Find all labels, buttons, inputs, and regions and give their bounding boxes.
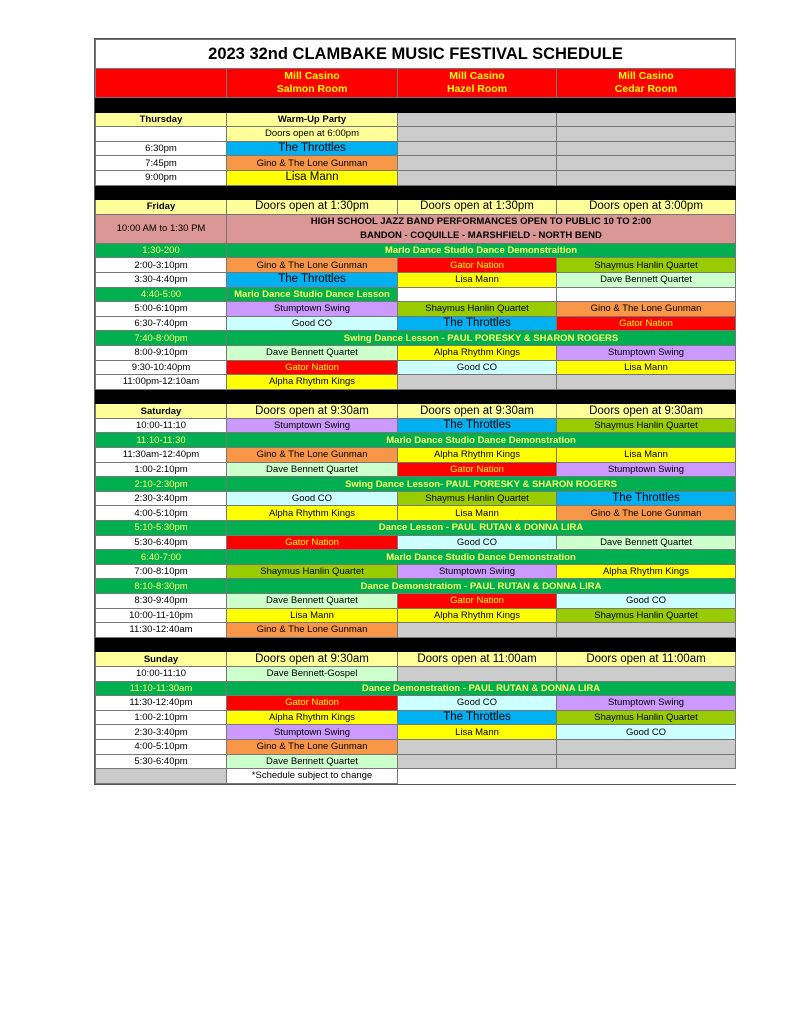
time-cell: 4:00-5:10pm	[96, 506, 227, 521]
time-cell: 8:10-8:30pm	[96, 579, 227, 594]
performer-cell: Good CO	[557, 594, 736, 609]
time-cell: 2:10-2:30pm	[96, 477, 227, 492]
time-cell: 11:30-12:40pm	[96, 696, 227, 711]
schedule-row	[96, 535, 736, 550]
performer-cell: Stumptown Swing	[227, 302, 398, 317]
time-cell: 2:30-3:40pm	[96, 725, 227, 740]
event-row	[96, 477, 736, 492]
performer-cell: Shaymus Hanlin Quartet	[398, 491, 557, 506]
time-cell: 10:00-11-10pm	[96, 608, 227, 623]
time-cell: 6:40-7:00	[96, 550, 227, 565]
performer-cell: Doors open at 6:00pm	[227, 127, 398, 142]
time-cell: 7:00-8:10pm	[96, 564, 227, 579]
performer-cell: Lisa Mann	[557, 448, 736, 463]
performer-cell: Gino & The Lone Gunman	[557, 506, 736, 521]
empty-cell	[398, 170, 557, 185]
time-cell: 11:30-12:40am	[96, 623, 227, 638]
performer-cell: Dave Bennett Quartet	[227, 345, 398, 360]
separator-cell	[96, 98, 736, 113]
performer-cell: Alpha Rhythm Kings	[227, 710, 398, 725]
time-cell: 2:00-3:10pm	[96, 258, 227, 273]
schedule-row	[96, 272, 736, 287]
time-cell: 4:00-5:10pm	[96, 739, 227, 754]
empty-cell	[557, 287, 736, 302]
day-separator	[96, 389, 736, 404]
footnote-empty	[398, 769, 736, 784]
performer-cell: Warm-Up Party	[227, 112, 398, 127]
performer-cell: Gino & The Lone Gunman	[227, 156, 398, 171]
empty-cell	[398, 287, 557, 302]
schedule-row	[96, 360, 736, 375]
venue-header-blank	[96, 69, 227, 98]
day-label: Friday	[96, 200, 227, 215]
venue-salmon-room	[227, 69, 398, 98]
performer-cell: Gator Nation	[227, 360, 398, 375]
performer-cell: Gino & The Lone Gunman	[227, 258, 398, 273]
performer-cell: Doors open at 9:30am	[398, 404, 557, 419]
performer-cell: Alpha Rhythm Kings	[398, 345, 557, 360]
empty-cell	[557, 141, 736, 156]
performer-cell: Gator Nation	[398, 258, 557, 273]
event-row	[96, 521, 736, 536]
venue-line2: Hazel Room	[446, 83, 508, 95]
event-banner: Swing Dance Lesson- PAUL PORESKY & SHARON ROGERS	[227, 477, 736, 492]
time-cell: 7:45pm	[96, 156, 227, 171]
schedule-row	[96, 141, 736, 156]
performer-cell: Good CO	[227, 491, 398, 506]
empty-cell	[398, 666, 557, 681]
day-separator	[96, 185, 736, 200]
day-separator	[96, 98, 736, 113]
event-row	[96, 681, 736, 696]
schedule-row	[96, 564, 736, 579]
schedule-row	[96, 258, 736, 273]
performer-cell: Dave Bennett Quartet	[557, 535, 736, 550]
event-banner: Marlo Dance Studio Dance Demonstration	[227, 550, 736, 565]
schedule-row	[96, 696, 736, 711]
performer-cell: Lisa Mann	[227, 170, 398, 185]
performer-cell: Doors open at 11:00am	[557, 652, 736, 667]
performer-cell: Good CO	[398, 360, 557, 375]
high-school-row	[96, 214, 736, 243]
event-banner: Mario Dance Studio Dance Lesson	[227, 287, 398, 302]
time-cell: 5:10-5:30pm	[96, 521, 227, 536]
time-cell: 10:00 AM to 1:30 PM	[96, 214, 227, 243]
schedule-row	[96, 345, 736, 360]
time-cell: 1:30-200	[96, 243, 227, 258]
time-cell: 1:00-2:10pm	[96, 710, 227, 725]
time-cell: 4:40-5:00	[96, 287, 227, 302]
empty-cell	[398, 623, 557, 638]
time-cell: 11:10-11:30am	[96, 681, 227, 696]
performer-cell: The Throttles	[227, 272, 398, 287]
schedule-row	[96, 127, 736, 142]
separator-cell	[96, 185, 736, 200]
performer-cell: Good CO	[398, 696, 557, 711]
schedule-row	[96, 594, 736, 609]
performer-cell: Lisa Mann	[398, 725, 557, 740]
empty-cell	[398, 127, 557, 142]
venue-hazel-room	[398, 69, 557, 98]
time-cell: 11:00pm-12:10am	[96, 375, 227, 390]
performer-cell: Doors open at 1:30pm	[398, 200, 557, 215]
footnote-row	[96, 769, 736, 784]
time-cell: 11:10-11:30	[96, 433, 227, 448]
time-cell: 7:40-8:00pm	[96, 331, 227, 346]
event-row	[96, 331, 736, 346]
schedule-sheet	[94, 38, 736, 785]
empty-cell	[398, 375, 557, 390]
performer-cell: Dave Bennett Quartet	[557, 272, 736, 287]
event-row	[96, 550, 736, 565]
time-cell: 9:00pm	[96, 170, 227, 185]
schedule-row	[96, 506, 736, 521]
performer-cell: Dave Bennett Quartet	[227, 754, 398, 769]
performer-cell: Alpha Rhythm Kings	[557, 564, 736, 579]
performer-cell: Lisa Mann	[227, 608, 398, 623]
performer-cell: Shaymus Hanlin Quartet	[227, 564, 398, 579]
performer-cell: Gator Nation	[227, 696, 398, 711]
performer-cell: Gator Nation	[398, 462, 557, 477]
schedule-row	[96, 448, 736, 463]
event-row	[96, 579, 736, 594]
performer-cell: Gator Nation	[398, 594, 557, 609]
performer-cell: Dave Bennett-Gospel	[227, 666, 398, 681]
performer-cell: Shaymus Hanlin Quartet	[557, 418, 736, 433]
performer-cell: The Throttles	[398, 418, 557, 433]
performer-cell: Lisa Mann	[398, 506, 557, 521]
empty-cell	[557, 739, 736, 754]
performer-cell: Alpha Rhythm Kings	[227, 506, 398, 521]
day-separator	[96, 637, 736, 652]
schedule-row	[96, 462, 736, 477]
schedule-row	[96, 666, 736, 681]
performer-cell: Lisa Mann	[557, 360, 736, 375]
notice-line2: BANDON - COQUILLE - MARSHFIELD - NORTH BEND	[360, 229, 602, 241]
day-header-row	[96, 652, 736, 667]
schedule-row	[96, 623, 736, 638]
empty-cell	[557, 666, 736, 681]
performer-cell: The Throttles	[227, 141, 398, 156]
performer-cell: Alpha Rhythm Kings	[227, 375, 398, 390]
schedule-row	[96, 710, 736, 725]
venue-line2: Salmon Room	[276, 83, 348, 95]
performer-cell: Gino & The Lone Gunman	[227, 739, 398, 754]
performer-cell: Dave Bennett Quartet	[227, 594, 398, 609]
time-cell: 6:30-7:40pm	[96, 316, 227, 331]
event-banner: Dance Lesson - PAUL RUTAN & DONNA LIRA	[227, 521, 736, 536]
performer-cell: Shaymus Hanlin Quartet	[557, 608, 736, 623]
time-cell: 6:30pm	[96, 141, 227, 156]
event-banner: Dance Demonstratiom - PAUL RUTAN & DONNA LIRA	[227, 579, 736, 594]
performer-cell: Stumptown Swing	[227, 725, 398, 740]
schedule-row	[96, 375, 736, 390]
performer-cell: Stumptown Swing	[557, 462, 736, 477]
time-cell: 8:00-9:10pm	[96, 345, 227, 360]
high-school-notice	[227, 214, 736, 243]
day-label: Thursday	[96, 112, 227, 127]
day-header-row	[96, 404, 736, 419]
event-row	[96, 243, 736, 258]
performer-cell: Good CO	[557, 725, 736, 740]
venue-line2: Cedar Room	[614, 83, 678, 95]
schedule-row	[96, 156, 736, 171]
empty-cell	[557, 375, 736, 390]
notice-line1: HIGH SCHOOL JAZZ BAND PERFORMANCES OPEN TO PUBLIC 10 TO 2:00	[310, 215, 652, 227]
empty-cell	[557, 170, 736, 185]
time-cell: 9:30-10:40pm	[96, 360, 227, 375]
venue-header-row	[96, 69, 736, 98]
empty-cell	[398, 754, 557, 769]
performer-cell: Doors open at 9:30am	[227, 652, 398, 667]
footnote-blank	[96, 769, 227, 784]
empty-cell	[398, 156, 557, 171]
separator-cell	[96, 637, 736, 652]
event-row	[96, 287, 736, 302]
time-cell: 1:00-2:10pm	[96, 462, 227, 477]
performer-cell: Shaymus Hanlin Quartet	[557, 258, 736, 273]
performer-cell: Stumptown Swing	[557, 696, 736, 711]
schedule-row	[96, 491, 736, 506]
schedule-row	[96, 754, 736, 769]
empty-cell	[557, 127, 736, 142]
time-cell: 5:00-6:10pm	[96, 302, 227, 317]
performer-cell: Gator Nation	[557, 316, 736, 331]
venue-line1: Mill Casino	[449, 70, 505, 82]
event-row	[96, 433, 736, 448]
performer-cell: Gator Nation	[227, 535, 398, 550]
venue-cedar-room	[557, 69, 736, 98]
performer-cell: Stumptown Swing	[227, 418, 398, 433]
empty-cell	[557, 156, 736, 171]
time-cell: 11:30am-12:40pm	[96, 448, 227, 463]
day-header-row	[96, 200, 736, 215]
time-cell: 10:00-11:10	[96, 418, 227, 433]
event-banner: Marlo Dance Studio Dance Demonstration	[227, 433, 736, 448]
day-label: Sunday	[96, 652, 227, 667]
performer-cell: Gino & The Lone Gunman	[557, 302, 736, 317]
time-cell: 8:30-9:40pm	[96, 594, 227, 609]
schedule-table	[95, 39, 736, 784]
schedule-row	[96, 170, 736, 185]
performer-cell: Doors open at 9:30am	[557, 404, 736, 419]
performer-cell: Lisa Mann	[398, 272, 557, 287]
time-cell	[96, 127, 227, 142]
empty-cell	[557, 112, 736, 127]
day-label: Saturday	[96, 404, 227, 419]
empty-cell	[398, 141, 557, 156]
schedule-row	[96, 316, 736, 331]
performer-cell: The Throttles	[557, 491, 736, 506]
performer-cell: Dave Bennett Quartet	[227, 462, 398, 477]
performer-cell: Doors open at 9:30am	[227, 404, 398, 419]
empty-cell	[398, 739, 557, 754]
time-cell: 5:30-6:40pm	[96, 754, 227, 769]
time-cell: 5:30-6:40pm	[96, 535, 227, 550]
event-banner: Swing Dance Lesson - PAUL PORESKY & SHARON ROGERS	[227, 331, 736, 346]
performer-cell: Doors open at 1:30pm	[227, 200, 398, 215]
performer-cell: Doors open at 3:00pm	[557, 200, 736, 215]
time-cell: 2:30-3:40pm	[96, 491, 227, 506]
schedule-row	[96, 302, 736, 317]
performer-cell: Stumptown Swing	[557, 345, 736, 360]
empty-cell	[398, 112, 557, 127]
schedule-row	[96, 608, 736, 623]
event-banner: Dance Demonstration - PAUL RUTAN & DONNA LIRA	[227, 681, 736, 696]
performer-cell: The Throttles	[398, 710, 557, 725]
performer-cell: Good CO	[227, 316, 398, 331]
separator-cell	[96, 389, 736, 404]
performer-cell: Gino & The Lone Gunman	[227, 623, 398, 638]
performer-cell: Good CO	[398, 535, 557, 550]
performer-cell: Shaymus Hanlin Quartet	[557, 710, 736, 725]
title-row	[96, 40, 736, 69]
footnote: *Schedule subject to change	[227, 769, 398, 784]
performer-cell: Alpha Rhythm Kings	[398, 608, 557, 623]
time-cell: 10:00-11:10	[96, 666, 227, 681]
venue-line1: Mill Casino	[284, 70, 340, 82]
performer-cell: Stumptown Swing	[398, 564, 557, 579]
performer-cell: Doors open at 11:00am	[398, 652, 557, 667]
performer-cell: Gino & The Lone Gunman	[227, 448, 398, 463]
empty-cell	[557, 623, 736, 638]
performer-cell: Shaymus Hanlin Quartet	[398, 302, 557, 317]
performer-cell: Alpha Rhythm Kings	[398, 448, 557, 463]
performer-cell: The Throttles	[398, 316, 557, 331]
time-cell: 3:30-4:40pm	[96, 272, 227, 287]
venue-line1: Mill Casino	[618, 70, 674, 82]
day-header-row	[96, 112, 736, 127]
empty-cell	[557, 754, 736, 769]
event-banner: Marlo Dance Studio Dance Demonstraition	[227, 243, 736, 258]
schedule-row	[96, 725, 736, 740]
schedule-row	[96, 739, 736, 754]
schedule-row	[96, 418, 736, 433]
page-title: 2023 32nd CLAMBAKE MUSIC FESTIVAL SCHEDULE	[96, 40, 736, 69]
